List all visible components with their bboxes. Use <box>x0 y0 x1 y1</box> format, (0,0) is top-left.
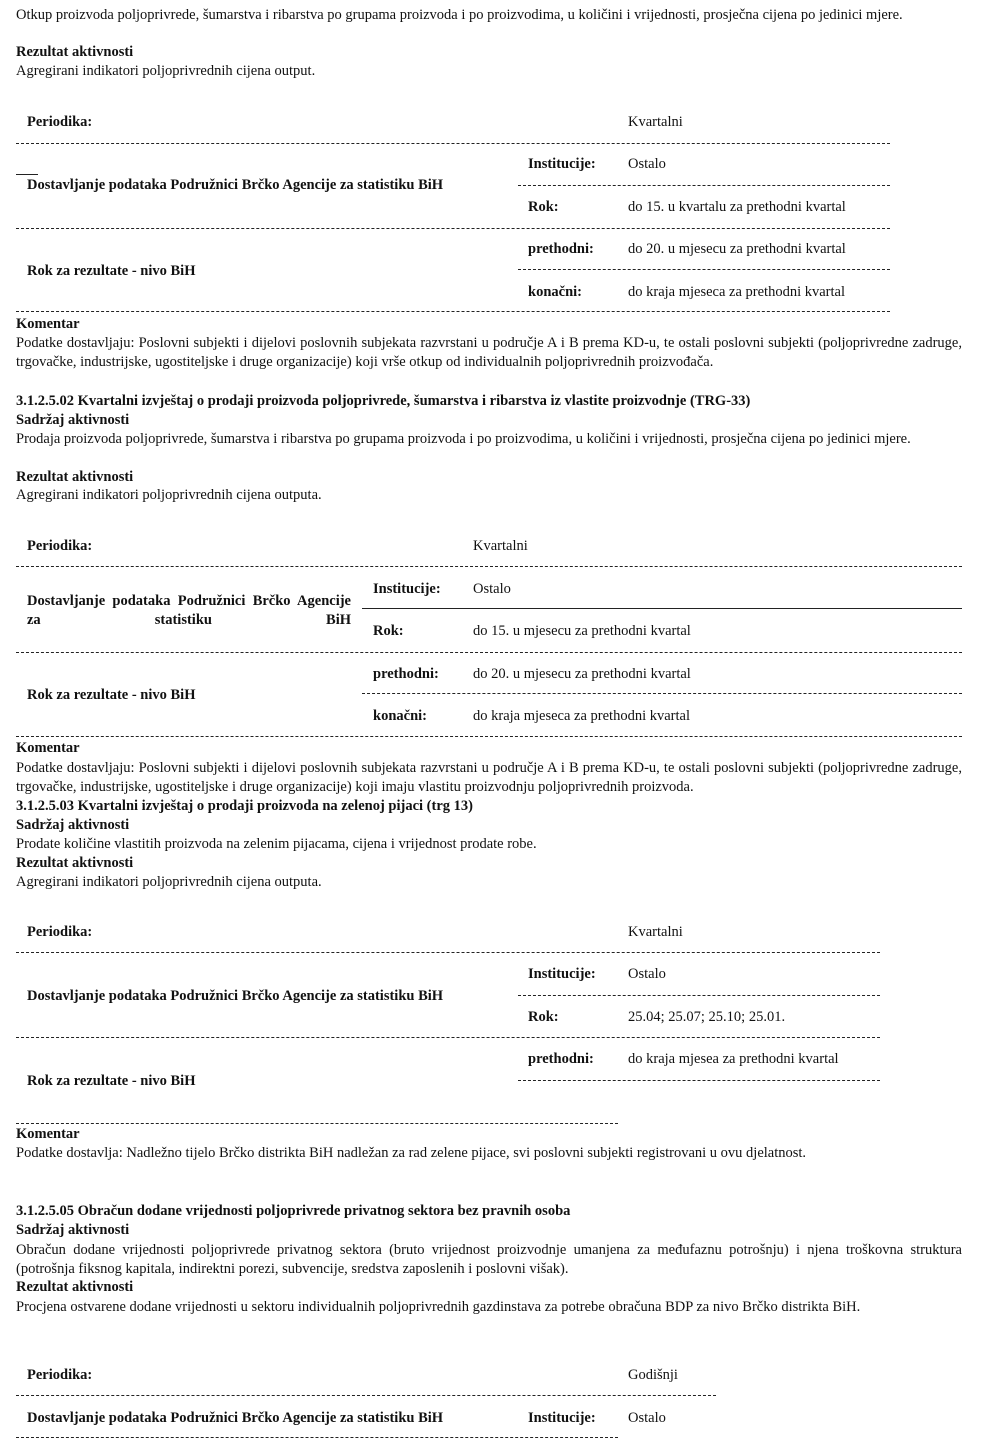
rezultati-label: Rok za rezultate - nivo BiH <box>27 1073 196 1089</box>
rezultat-heading: Rezultat aktivnosti <box>16 469 134 485</box>
rezultat-heading: Rezultat aktivnosti <box>16 44 134 60</box>
sadrzaj-text: Prodate količine vlastitih proizvoda na zelenim pijacama, cijena i vrijednost prodate robe. <box>16 836 537 852</box>
rezultat-heading: Rezultat aktivnosti <box>16 1279 134 1295</box>
dostavljanje-label: Dostavljanje podataka Podružnici Brčko Agencije za statistiku BiH <box>27 1410 444 1426</box>
periodika-label: Periodika: <box>27 1367 93 1383</box>
konacni-label: konačni: <box>528 284 582 300</box>
dostavljanje-label: Dostavljanje podataka Podružnici Brčko Agencije za statistiku BiH <box>27 177 444 193</box>
institucije-value: Ostalo <box>628 966 666 982</box>
divider <box>16 1123 618 1124</box>
rezultat-text: Agregirani indikatori poljoprivrednih cijena outputa. <box>16 874 322 890</box>
komentar-text: Podatke dostavlja: Nadležno tijelo Brčko distrikta BiH nadležan za rad zelene pijace, svi poslovni subjekti registrovani u ovu djelatnost. <box>16 1145 807 1161</box>
konacni-value: do kraja mjeseca za prethodni kvartal <box>473 708 690 724</box>
rezultat-text: Agregirani indikatori poljoprivrednih cijena output. <box>16 63 316 79</box>
divider <box>16 228 890 229</box>
divider <box>16 1395 716 1396</box>
institucije-label: Institucije: <box>528 1410 596 1426</box>
divider <box>16 736 962 737</box>
konacni-value: do kraja mjeseca za prethodni kvartal <box>628 284 845 300</box>
divider <box>518 185 890 186</box>
institucije-label: Institucije: <box>373 581 441 597</box>
divider <box>518 995 880 996</box>
sadrzaj-heading: Sadržaj aktivnosti <box>16 1222 130 1238</box>
periodika-label: Periodika: <box>27 114 93 130</box>
divider <box>518 1080 880 1081</box>
rok-label: Rok: <box>373 623 404 639</box>
komentar-heading: Komentar <box>16 1126 80 1142</box>
divider <box>518 269 890 270</box>
institucije-label: Institucije: <box>528 156 596 172</box>
periodika-value: Kvartalni <box>473 538 528 554</box>
rezultat-text: Agregirani indikatori poljoprivrednih cijena outputa. <box>16 487 322 503</box>
prethodni-label: prethodni: <box>528 1051 594 1067</box>
section-title: 3.1.2.5.02 Kvartalni izvještaj o prodaji proizvoda poljoprivrede, šumarstva i ribarstva iz vlastite proizvodnje (TRG-33) <box>16 393 751 409</box>
divider <box>16 174 38 175</box>
konacni-label: konačni: <box>373 708 427 724</box>
prethodni-value: do 20. u mjesecu za prethodni kvartal <box>473 666 691 682</box>
periodika-value: Godišnji <box>628 1367 678 1383</box>
divider <box>362 608 962 609</box>
periodika-label: Periodika: <box>27 924 93 940</box>
sadrzaj-heading: Sadržaj aktivnosti <box>16 817 130 833</box>
intro-paragraph: Otkup proizvoda poljoprivrede, šumarstva i ribarstva po grupama proizvoda i po proizvodima, u količini i vrijednosti, prosječna cijena po jedinici mjere. <box>16 7 903 23</box>
institucije-value: Ostalo <box>473 581 511 597</box>
institucije-label: Institucije: <box>528 966 596 982</box>
komentar-heading: Komentar <box>16 316 80 332</box>
divider <box>16 566 962 567</box>
komentar-text: Podatke dostavljaju: Poslovni subjekti i dijelovi poslovnih subjekata razvrstani u područje A i B prema KD-u, te ostali poslovni subjekti (poljoprivredne zadruge, trgovačke, industrijske, ugostiteljske i druge organizacije) koji imaju vlastitu proizvodnju poljoprivrednih proizvoda. <box>16 760 962 795</box>
dostavljanje-label: Dostavljanje podataka Podružnici Brčko Agencije za statistiku BiH <box>27 593 351 628</box>
section-title: 3.1.2.5.05 Obračun dodane vrijednosti poljoprivrede privatnog sektora bez pravnih osoba <box>16 1203 571 1219</box>
divider <box>16 952 880 953</box>
periodika-label: Periodika: <box>27 538 93 554</box>
sadrzaj-heading: Sadržaj aktivnosti <box>16 412 130 428</box>
divider <box>16 1437 618 1438</box>
komentar-text: Podatke dostavljaju: Poslovni subjekti i dijelovi poslovnih subjekata razvrstani u područje A i B prema KD-u, te ostali poslovni subjekti (poljoprivredne zadruge, trgovačke, industrijske, ugostiteljske i druge organizacije) koji vrše otkup od individualnih poljoprivrednih proizvođača. <box>16 335 962 370</box>
rezultati-label: Rok za rezultate - nivo BiH <box>27 687 196 703</box>
divider <box>16 1037 880 1038</box>
institucije-value: Ostalo <box>628 1410 666 1426</box>
sadrzaj-text: Prodaja proizvoda poljoprivrede, šumarstva i ribarstva po grupama proizvoda i po proizvodima, u količini i vrijednosti, prosječna cijena po jedinici mjere. <box>16 431 911 447</box>
periodika-value: Kvartalni <box>628 114 683 130</box>
divider <box>16 652 962 653</box>
rezultati-label: Rok za rezultate - nivo BiH <box>27 263 196 279</box>
rok-label: Rok: <box>528 199 559 215</box>
divider <box>16 143 890 144</box>
prethodni-value: do 20. u mjesecu za prethodni kvartal <box>628 241 846 257</box>
divider <box>16 311 890 312</box>
divider <box>362 693 962 694</box>
rok-value: 25.04; 25.07; 25.10; 25.01. <box>628 1009 786 1025</box>
prethodni-label: prethodni: <box>373 666 439 682</box>
institucije-value: Ostalo <box>628 156 666 172</box>
dostavljanje-label: Dostavljanje podataka Podružnici Brčko Agencije za statistiku BiH <box>27 988 444 1004</box>
prethodni-value: do kraja mjesea za prethodni kvartal <box>628 1051 839 1067</box>
rezultat-heading: Rezultat aktivnosti <box>16 855 134 871</box>
prethodni-label: prethodni: <box>528 241 594 257</box>
rok-value: do 15. u kvartalu za prethodni kvartal <box>628 199 846 215</box>
rok-value: do 15. u mjesecu za prethodni kvartal <box>473 623 691 639</box>
sadrzaj-text: Obračun dodane vrijednosti poljoprivrede privatnog sektora (bruto vrijednost proizvodnje umanjena za međufaznu potrošnju) i njena troškovna struktura (potrošnja fiksnog kapitala, indirektni porezi, subvencije, sredstva zaposlenih i poslovni višak). <box>16 1242 962 1277</box>
periodika-value: Kvartalni <box>628 924 683 940</box>
rok-label: Rok: <box>528 1009 559 1025</box>
section-title: 3.1.2.5.03 Kvartalni izvještaj o prodaji proizvoda na zelenoj pijaci (trg 13) <box>16 798 473 814</box>
komentar-heading: Komentar <box>16 740 80 756</box>
rezultat-text: Procjena ostvarene dodane vrijednosti u sektoru individualnih poljoprivrednih gazdinstava za potrebe obračuna BDP za nivo Brčko distrikta BiH. <box>16 1299 861 1315</box>
